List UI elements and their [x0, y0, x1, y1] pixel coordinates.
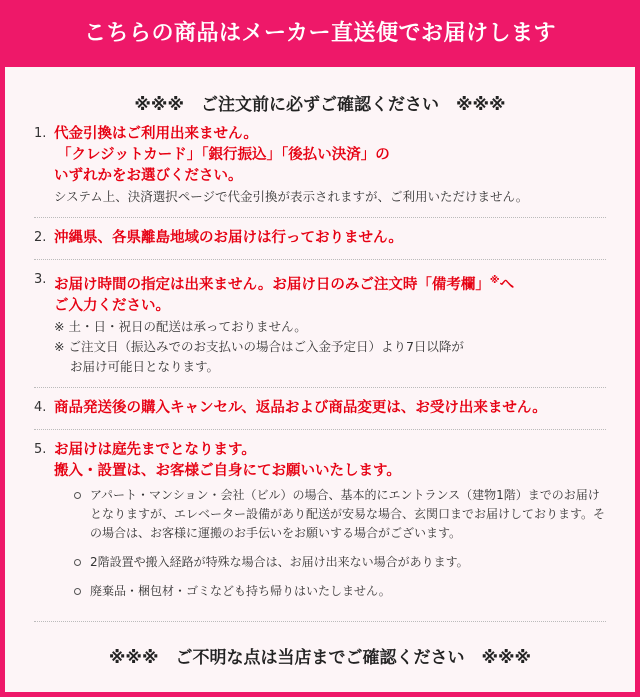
list-item — [34, 398, 606, 430]
warning-text-part: お届け時間の指定は出来ません。お届け日のみご注文時「備考欄」 — [54, 276, 490, 293]
note-text: ※ ご注文日（振込みでのお支払いの場合はご入金予定日）より7日以降が — [54, 338, 464, 354]
bullet-icon — [74, 588, 81, 595]
warning-text: ご入力ください。 — [54, 297, 170, 314]
note-text: お届け可能日となります。 — [70, 358, 220, 374]
warning-text: 「クレジットカード」「銀行振込」「後払い決済」の — [57, 147, 390, 163]
item-number: 2. — [34, 230, 47, 245]
warning-text: 沖縄県、各県離島地域のお届けは行っておりません。 — [54, 230, 403, 246]
item-number: 3. — [34, 272, 47, 287]
bullet-text: 2階設置や搬入経路が特殊な場合は、お届け出来ない場合があります。 — [90, 554, 469, 569]
list-item — [34, 270, 606, 388]
bullet-text: 廃棄品・梱包材・ゴミなども持ち帰りはいたしません。 — [90, 583, 391, 598]
notice-footer: ※※※ ご不明な点は当店までご確認ください ※※※ — [108, 648, 532, 668]
bullet-icon — [74, 492, 81, 499]
warning-text: 搬入・設置は、お客様ご自身にてお願いいたします。 — [54, 462, 401, 479]
list-item — [34, 124, 606, 218]
note-text: ※ 土・日・祝日の配送は承っておりません。 — [54, 318, 307, 334]
list-item — [34, 440, 606, 622]
list-item — [34, 228, 606, 260]
item-number: 4. — [34, 399, 47, 415]
item-number: 1. — [34, 126, 47, 141]
warning-text: 商品発送後の購入キャンセル、返品および商品変更は、お受け出来ません。 — [54, 399, 547, 416]
note-mark: ※ — [489, 275, 500, 286]
page-title: こちらの商品はメーカー直送便でお届けします — [0, 0, 640, 67]
bullet-item — [72, 553, 606, 572]
note-text: システム上、決済選択ページで代金引換が表示されますが、ご利用いただけません。 — [54, 189, 529, 204]
warning-text: お届けは庭先までとなります。 — [54, 441, 256, 458]
notice-list — [34, 124, 606, 632]
bullet-list — [54, 486, 606, 601]
bullet-item — [72, 486, 606, 543]
warning-text — [54, 270, 606, 296]
notice-heading: ※※※ ご注文前に必ずご確認ください ※※※ — [134, 95, 506, 115]
bullet-icon — [74, 559, 81, 566]
bullet-item — [72, 582, 606, 601]
warning-text: いずれかをお選びください。 — [54, 168, 243, 184]
warning-text-part: へ — [499, 276, 515, 293]
warning-text: 代金引換はご利用出来ません。 — [54, 126, 258, 142]
item-number: 5. — [34, 441, 47, 457]
bullet-text: アパート・マンション・会社（ビル）の場合、基本的にエントランス（建物1階）までのお届けとなりますが、エレベーター設備があり配送が安易な場合、玄関口までお届けしております。その場合は、お客様に運搬のお手伝いをお願いする場合がございます。 — [90, 487, 606, 540]
